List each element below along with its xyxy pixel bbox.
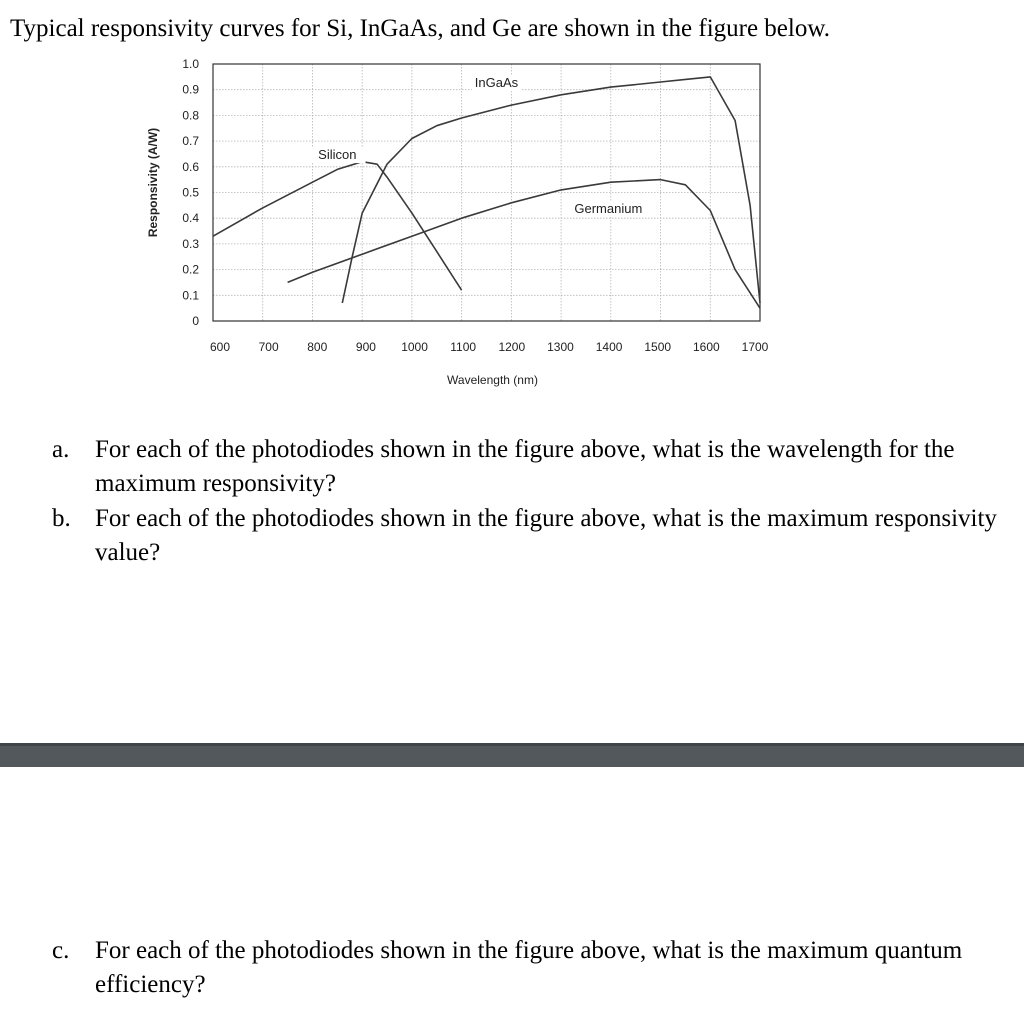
y-tick-label: 0.5: [182, 185, 199, 200]
y-axis-title: Responsivity (A/W): [146, 127, 160, 238]
question-a-letter: a.: [52, 436, 70, 463]
y-tick-label: 0: [192, 314, 199, 328]
question-b-letter: b.: [52, 505, 71, 532]
x-tick-label: 1300: [547, 340, 574, 354]
question-a-text: For each of the photodiodes shown in the figure above, what is the wavelength for the maximum responsivity?: [95, 436, 955, 497]
y-tick-label: 1.0: [182, 57, 199, 71]
x-tick-label: 1200: [498, 340, 526, 354]
y-tick-label: 0.9: [182, 82, 199, 97]
y-tick-label: 0.4: [182, 211, 199, 226]
x-tick-label: 1400: [595, 340, 623, 354]
question-c-text: For each of the photodiodes shown in the figure above, what is the maximum quantum efficiency?: [95, 937, 963, 998]
page-divider: [0, 743, 1024, 767]
question-c-letter: c.: [52, 937, 70, 964]
question-b-text: For each of the photodiodes shown in the figure above, what is the maximum responsivity value?: [95, 505, 997, 566]
x-tick-label: 1000: [401, 340, 428, 354]
x-tick-label: 800: [307, 340, 328, 354]
x-tick-label: 1600: [693, 340, 720, 354]
x-tick-label: 1100: [450, 340, 477, 354]
curve-label: Silicon: [318, 147, 357, 163]
x-tick-label: 900: [355, 340, 376, 354]
responsivity-chart: [140, 54, 790, 394]
x-tick-label: 700: [258, 340, 279, 354]
y-tick-label: 0.7: [182, 134, 199, 149]
y-tick-label: 0.2: [182, 262, 199, 277]
x-tick-label: 600: [209, 340, 231, 354]
x-axis-title: Wavelength (nm): [447, 373, 538, 387]
x-tick-label: 1700: [741, 340, 769, 354]
curve-label: InGaAs: [474, 75, 519, 91]
curve-label: Germanium: [574, 201, 643, 217]
y-tick-label: 0.3: [182, 236, 199, 251]
intro-text: Typical responsivity curves for Si, InGaAs, and Ge are shown in the figure below.: [10, 15, 831, 42]
y-tick-label: 0.6: [182, 159, 199, 174]
y-tick-label: 0.1: [182, 288, 199, 303]
x-tick-label: 1500: [644, 340, 672, 354]
y-tick-label: 0.8: [182, 108, 199, 123]
